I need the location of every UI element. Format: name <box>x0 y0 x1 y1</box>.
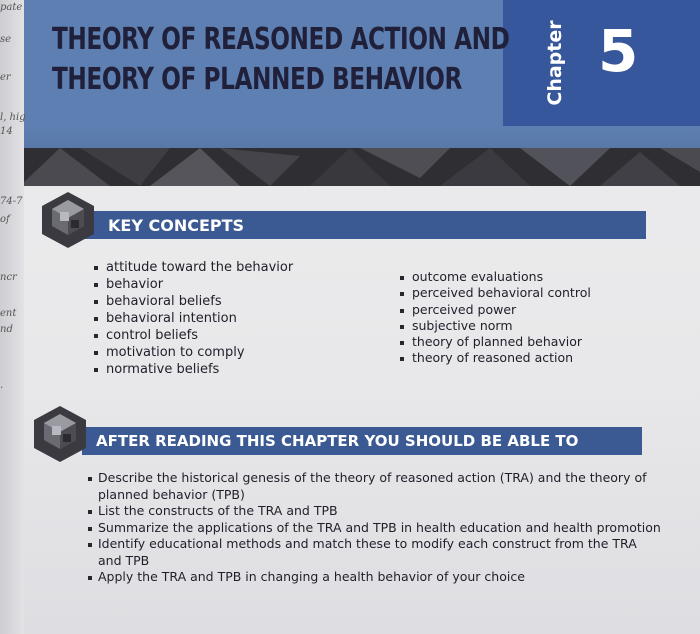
margin-fragment: ncr <box>0 272 17 283</box>
list-item: subjective norm <box>398 318 591 334</box>
margin-fragment: 14 <box>0 126 13 137</box>
list-item: Describe the historical genesis of the theory of reasoned action (TRA) and the theory of planned behavior (TPB) <box>86 470 661 503</box>
margin-fragment: . <box>0 380 4 391</box>
list-item: perceived behavioral control <box>398 285 591 301</box>
chapter-title-line-2: THEORY OF PLANNED BEHAVIOR <box>52 62 462 97</box>
hexagon-cubes-icon <box>30 404 90 464</box>
margin-fragment: nd <box>0 324 13 335</box>
margin-fragment: l, hig <box>0 112 26 123</box>
chapter-title-line-1: THEORY OF REASONED ACTION AND <box>52 22 510 57</box>
margin-fragment: se <box>0 34 12 45</box>
key-concepts-list-left <box>92 259 293 378</box>
margin-fragment: ent <box>0 308 17 319</box>
list-item: Summarize the applications of the TRA and TPB in health education and health promotion <box>86 520 661 537</box>
margin-fragment: 74-7 <box>0 196 23 207</box>
list-item: control beliefs <box>92 327 293 344</box>
margin-fragment: of <box>0 214 10 225</box>
list-item: motivation to comply <box>92 344 293 361</box>
list-item: behavior <box>92 276 293 293</box>
learning-objectives-list <box>86 470 661 586</box>
list-item: Apply the TRA and TPB in changing a health behavior of your choice <box>86 569 661 586</box>
after-reading-heading: AFTER READING THIS CHAPTER YOU SHOULD BE ABLE TO <box>82 427 642 455</box>
list-item: behavioral beliefs <box>92 293 293 310</box>
list-item: attitude toward the behavior <box>92 259 293 276</box>
key-concepts-list-right <box>398 269 591 367</box>
list-item: behavioral intention <box>92 310 293 327</box>
chapter-title <box>52 20 510 100</box>
list-item: List the constructs of the TRA and TPB <box>86 503 661 520</box>
chapter-label: Chapter <box>544 20 566 106</box>
list-item: theory of planned behavior <box>398 334 591 350</box>
key-concepts-heading: KEY CONCEPTS <box>82 211 646 239</box>
list-item: perceived power <box>398 302 591 318</box>
list-item: outcome evaluations <box>398 269 591 285</box>
hexagon-cubes-icon <box>38 190 98 250</box>
decorative-geometric-strip <box>20 148 700 186</box>
chapter-number: 5 <box>598 17 639 85</box>
list-item: theory of reasoned action <box>398 350 591 366</box>
list-item: normative beliefs <box>92 361 293 378</box>
margin-fragment: er <box>0 72 11 83</box>
geometric-pattern-graphic <box>20 148 700 186</box>
margin-fragment: pate <box>0 2 23 13</box>
list-item: Identify educational methods and match these to modify each construct from the TRA and TPB <box>86 536 661 569</box>
